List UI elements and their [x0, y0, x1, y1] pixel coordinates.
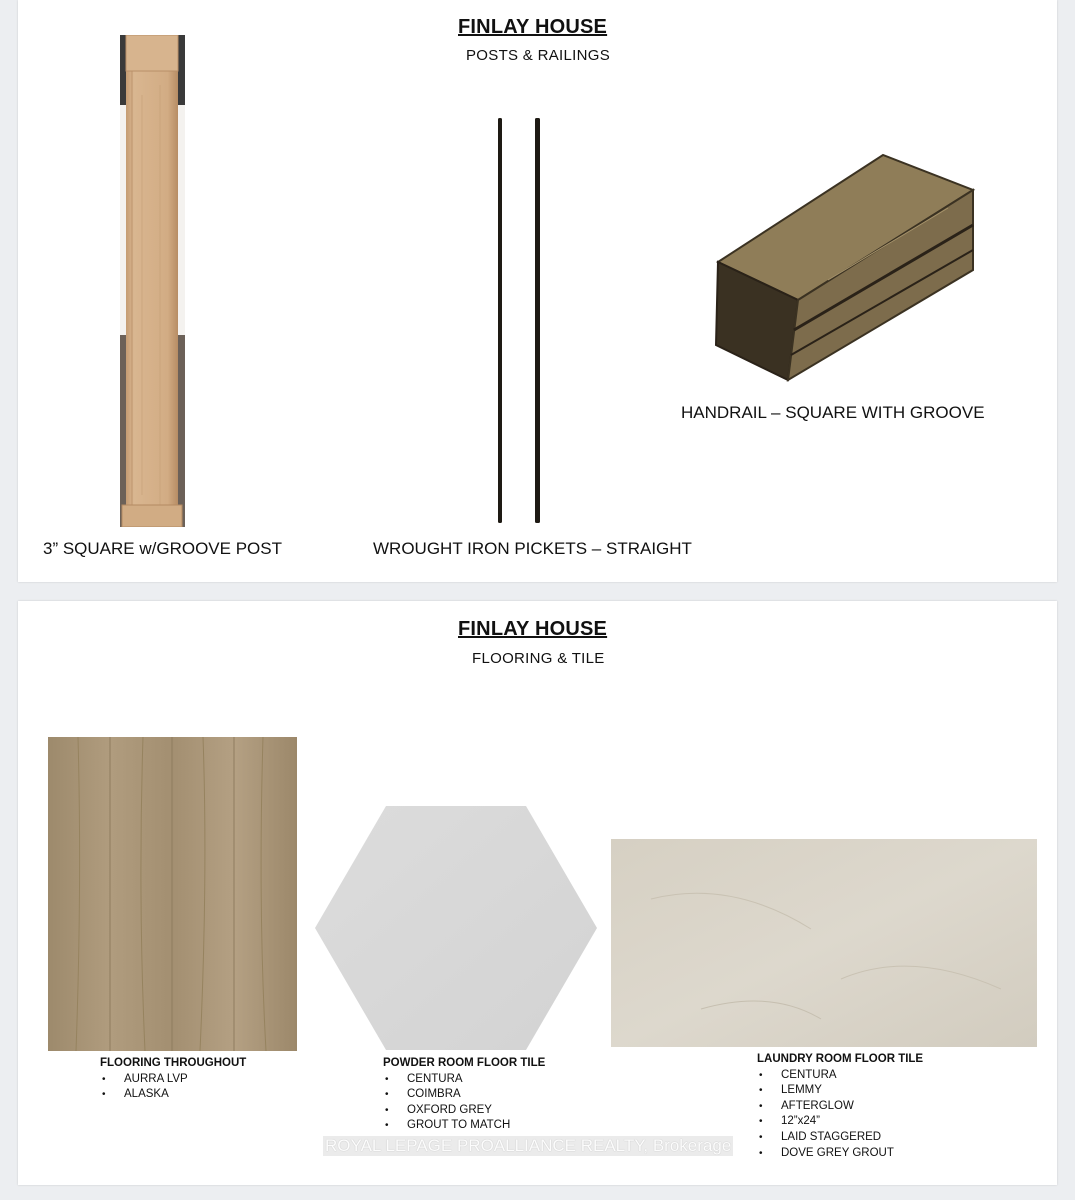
panel-subtitle: FLOORING & TILE: [472, 650, 605, 667]
handrail-image: [708, 150, 978, 385]
flooring-spec: [100, 1056, 246, 1103]
list-item: • AURRA LVP: [100, 1072, 246, 1088]
pickets-caption: WROUGHT IRON PICKETS – STRAIGHT: [373, 539, 692, 558]
list-item: • COIMBRA: [383, 1087, 545, 1103]
list-item: • CENTURA: [757, 1068, 923, 1084]
powder-room-spec-title: POWDER ROOM FLOOR TILE: [383, 1057, 546, 1069]
list-item: • OXFORD GREY: [383, 1103, 545, 1119]
laundry-room-spec: [757, 1052, 923, 1161]
panel-subtitle: POSTS & RAILINGS: [466, 47, 611, 64]
flooring-tile-panel: [18, 601, 1057, 1185]
list-item: • ALASKA: [100, 1087, 246, 1103]
laundry-room-spec-title: LAUNDRY ROOM FLOOR TILE: [757, 1053, 924, 1065]
panel-title: FINLAY HOUSE: [458, 618, 608, 640]
list-item: • GROUT TO MATCH: [383, 1118, 545, 1134]
list-item: • DOVE GREY GROUT: [757, 1146, 923, 1162]
list-item: • LEMMY: [757, 1083, 923, 1099]
panel-title: FINLAY HOUSE: [458, 16, 608, 38]
groove-post-image: [120, 35, 185, 527]
flooring-spec-title: FLOORING THROUGHOUT: [100, 1057, 247, 1069]
laundry-room-tile-image: [611, 839, 1037, 1047]
powder-room-spec: [383, 1056, 545, 1134]
iron-pickets-image: [488, 116, 548, 526]
list-item: • LAID STAGGERED: [757, 1130, 923, 1146]
brokerage-watermark: ROYAL LEPAGE PROALLIANCE REALTY, Brokerage: [325, 1136, 732, 1155]
post-caption: 3” SQUARE w/GROOVE POST: [43, 539, 282, 558]
list-item: • 12”x24”: [757, 1114, 923, 1130]
posts-railings-panel: [18, 0, 1057, 582]
list-item: • AFTERGLOW: [757, 1099, 923, 1115]
list-item: • CENTURA: [383, 1072, 545, 1088]
flooring-swatch-image: [48, 737, 297, 1051]
powder-room-tile-image: [314, 806, 598, 1051]
handrail-caption: HANDRAIL – SQUARE WITH GROOVE: [681, 403, 985, 422]
